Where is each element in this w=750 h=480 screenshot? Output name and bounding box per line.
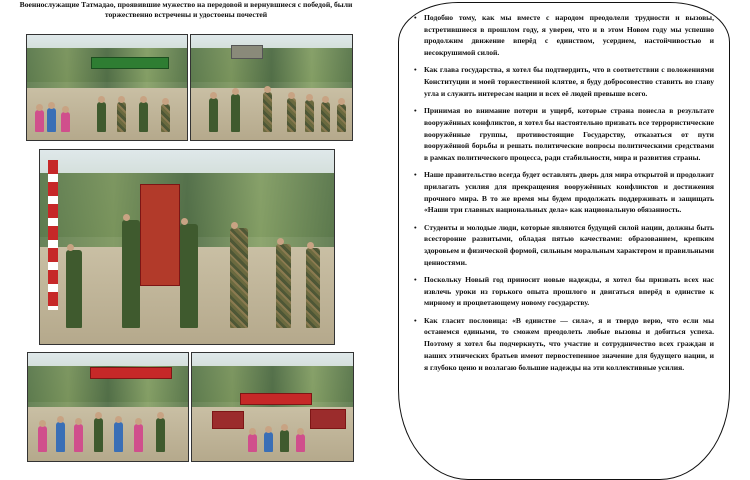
speech-bullet-list (414, 12, 714, 379)
bullet-item: • Принимая во внимание потери и ущерб, которые страна понесла в результате вооружённых конфликтов, я хотел бы настоятельно призвать все террористические вооружённые группы, противостоящие Государству, отказаться от пути вооружённой борьбы и решать политические вопросы политическими средствами в рамках политического процесса, ради стабильности, мира и развития страны. (414, 105, 714, 164)
bullet-item: • Наше правительство всегда будет оставлять дверь для мира открытой и продолжит прилагать усилия для прекращения вооружённых конфликтов и достижения прочного мира. В то же время мы будем продолжать поддерживать и защищать «Наши три главных национальных дела» как национальную обязанность. (414, 169, 714, 216)
welcome-ceremony-photo (26, 34, 188, 141)
road-welcome-photo (191, 352, 354, 462)
officers-greeting-photo (190, 34, 353, 141)
crowd-welcome-photo (27, 352, 189, 462)
bullet-item: • Подобно тому, как мы вместе с народом преодолели трудности и вызовы, встретившиеся в прошлом году, я уверен, что и в этом Новом году мы успешно продолжим движение вперёд с единством, усердием, настойчивостью и несокрушимой силой. (414, 12, 714, 59)
photo-caption: Военнослужащие Татмадао, проявившие мужество на передовой и вернувшиеся с победой, были торжественно встречены и удостоены почестей (19, 0, 353, 19)
bullet-item: • Как глава государства, я хотел бы подтвердить, что в соответствии с положениями Конституции и моей торжественной клятве, я буду добросовестно ставить во главу угла и служить интересам нации и всех её людей превыше всего. (414, 64, 714, 99)
bullet-item: • Поскольку Новый год приносит новые надежды, я хотел бы призвать всех нас извлечь уроки из горького опыта прошлого и двигаться вперёд в единстве к мирному и процветающему новому государству. (414, 274, 714, 309)
bullet-item: • Студенты и молодые люди, которые являются будущей силой нации, должны быть всесторонне развитыми, обладая пятью качествами: образованием, крепким здоровьем и физической формой, сильным моральным характером и правильными ценностями. (414, 222, 714, 269)
flower-presentation-photo (39, 149, 335, 345)
bullet-item: • Как гласит пословица: «В единстве — сила», я и твердо верю, что если мы останемся едиными, то сможем преодолеть любые вызовы и добиться успеха. Поэтому я хотел бы подчеркнуть, что участие и сотрудничество всех граждан и наших этнических братьев имеют первостепенное значение для будущего нации, и я глубоко ценю и возлагаю большие надежды на эти коллективные усилия. (414, 315, 714, 374)
